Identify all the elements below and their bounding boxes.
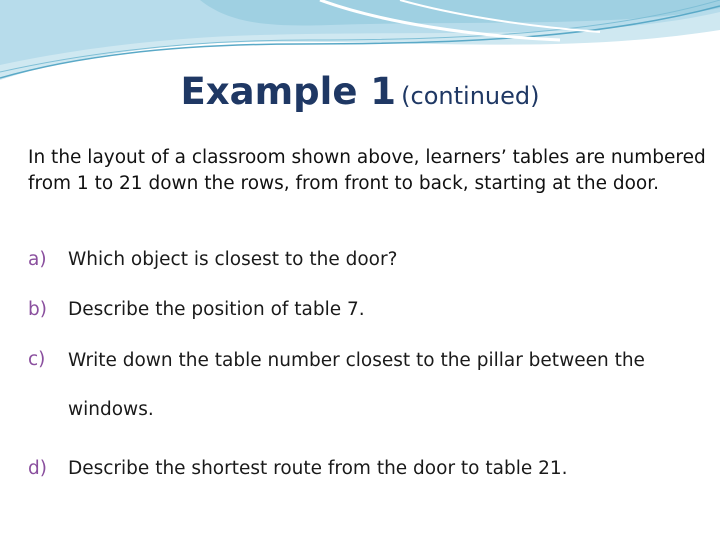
question-item [28, 247, 708, 273]
question-item [28, 456, 708, 482]
question-item [28, 347, 708, 434]
title-sub-text: (continued) [401, 82, 540, 110]
question-text: Write down the table number closest to the pillar between the windows. [68, 350, 645, 420]
question-marker: c) [28, 349, 46, 370]
question-marker: a) [28, 249, 47, 270]
question-item [28, 297, 708, 323]
question-marker: b) [28, 299, 47, 320]
question-text: Which object is closest to the door? [68, 249, 398, 270]
question-marker: d) [28, 458, 47, 479]
intro-paragraph: In the layout of a classroom shown above, learners’ tables are numbered from 1 to 21 down the rows, from front to back, starting at the door. [28, 147, 706, 194]
question-text: Describe the position of table 7. [68, 299, 365, 320]
question-text: Describe the shortest route from the door to table 21. [68, 458, 568, 479]
title-main-text: Example 1 [180, 70, 397, 113]
question-list [28, 247, 708, 482]
slide-title [0, 70, 720, 113]
